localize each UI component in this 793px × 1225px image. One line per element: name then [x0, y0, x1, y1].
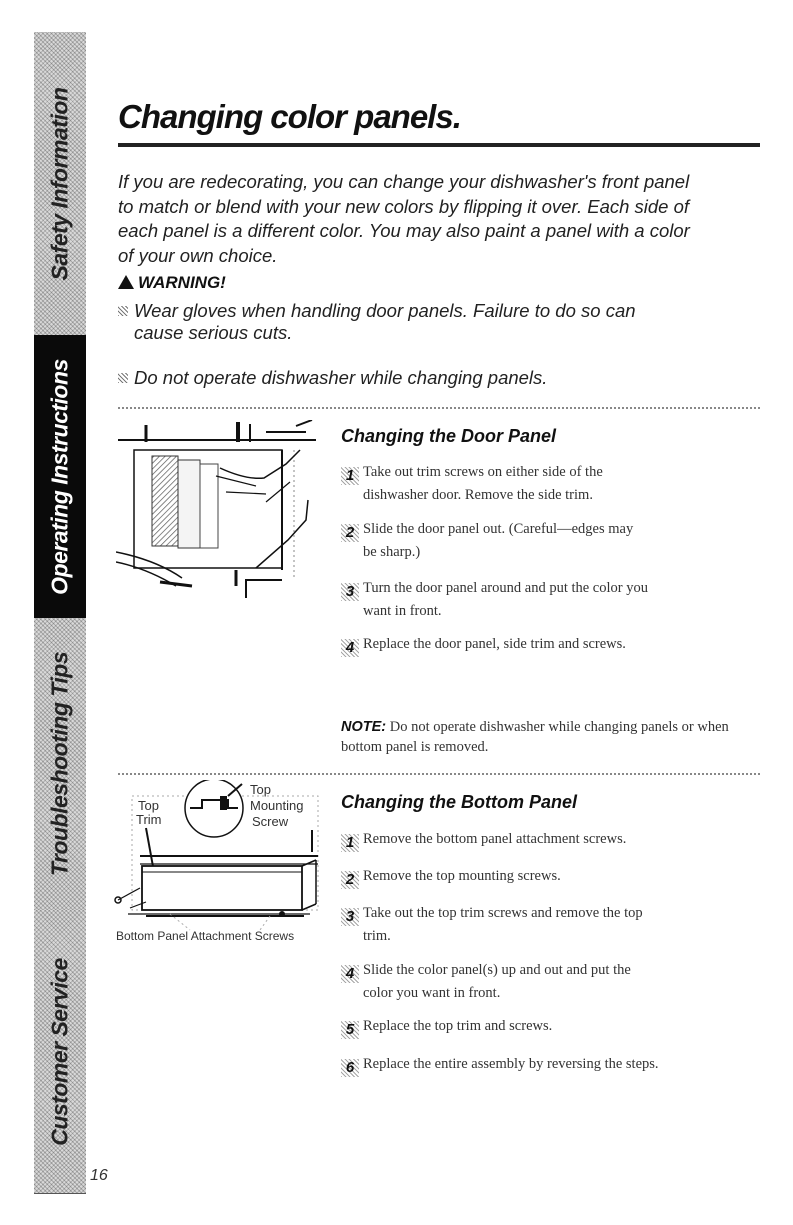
step-text: Slide the door panel out. (Careful—edges may [363, 521, 634, 537]
bottom-panel-illustration [110, 780, 325, 960]
warning-item-continuation: cause serious cuts. [134, 322, 293, 343]
top-mounting-screw-label: Mounting [250, 798, 304, 813]
door-panel-note [341, 717, 761, 757]
bottom-panel-step [341, 1054, 761, 1077]
tab-label: Operating Instructions [46, 358, 73, 595]
warning-item-text: Wear gloves when handling door panels. Failure to do so can [134, 300, 636, 321]
step-text-continuation: color you want in front. [363, 985, 501, 1001]
bullet-icon [118, 306, 128, 316]
intro-paragraph: If you are redecorating, you can change your dishwasher's front panel to match or blend with your new colors by flipping it over. Each side of each panel is a different color. You may also paint a panel with a color of your own choice. [118, 171, 690, 266]
bottom-panel-step [341, 960, 761, 1003]
top-mounting-screw-label: Screw [252, 814, 289, 829]
warning-item [118, 300, 678, 344]
tab-operating-instructions[interactable] [34, 335, 86, 619]
door-panel-step [341, 462, 761, 505]
step-text: Take out the top trim screws and remove the top [363, 905, 643, 921]
step-text: Take out trim screws on either side of the [363, 464, 603, 480]
step-number: 3 [341, 583, 359, 601]
tab-customer-service[interactable] [34, 910, 86, 1194]
title-rule [118, 143, 760, 147]
tab-safety-information[interactable] [34, 32, 86, 336]
warning-item-text: Do not operate dishwasher while changing panels. [134, 367, 548, 388]
step-text: Turn the door panel around and put the color you [363, 580, 648, 596]
top-mounting-screw-label: Top [250, 782, 271, 797]
bottom-panel-step [341, 829, 761, 852]
tab-label: Safety Information [46, 87, 73, 280]
step-text: Replace the door panel, side trim and screws. [363, 636, 626, 652]
warning-triangle-icon [118, 275, 134, 289]
top-trim-label: Top [138, 798, 159, 813]
step-number: 5 [341, 1021, 359, 1039]
step-text: Remove the top mounting screws. [363, 868, 561, 884]
bottom-panel-step [341, 903, 761, 946]
bottom-panel-step [341, 866, 761, 889]
note-label: NOTE: [341, 719, 387, 735]
step-number: 1 [341, 834, 359, 852]
tab-label: Troubleshooting Tips [46, 651, 73, 877]
tab-label: Customer Service [46, 957, 73, 1146]
warning-heading-text: WARNING! [138, 273, 226, 292]
step-number: 2 [341, 871, 359, 889]
step-number: 4 [341, 965, 359, 983]
step-text-continuation: be sharp.) [363, 544, 421, 560]
tab-troubleshooting-tips[interactable] [34, 618, 86, 911]
step-number: 2 [341, 524, 359, 542]
note-text: Do not operate dishwasher while changing panels or when bottom panel is removed. [341, 719, 729, 755]
section-divider [118, 407, 760, 409]
door-panel-title: Changing the Door Panel [341, 426, 557, 446]
door-panel-step [341, 519, 761, 562]
bottom-panel-title: Changing the Bottom Panel [341, 792, 577, 812]
sidebar [34, 0, 86, 1225]
warning-item [118, 367, 678, 389]
door-panel-step [341, 578, 761, 621]
step-number: 4 [341, 639, 359, 657]
warning-heading [118, 273, 226, 293]
attachment-screws-label: Bottom Panel Attachment Screws [116, 929, 295, 943]
step-number: 6 [341, 1059, 359, 1077]
section-divider [118, 773, 760, 775]
door-panel-step [341, 634, 761, 657]
page-number: 16 [90, 1167, 108, 1184]
step-text-continuation: dishwasher door. Remove the side trim. [363, 487, 593, 503]
step-text: Replace the top trim and screws. [363, 1018, 553, 1034]
step-text-continuation: want in front. [363, 603, 442, 619]
step-text: Remove the bottom panel attachment screws. [363, 831, 627, 847]
step-text-continuation: trim. [363, 928, 391, 944]
bullet-icon [118, 373, 128, 383]
top-trim-label: Trim [136, 812, 162, 827]
door-panel-illustration [116, 420, 326, 610]
page-title: Changing color panels. [118, 98, 461, 135]
bottom-panel-step [341, 1016, 761, 1039]
step-number: 1 [341, 467, 359, 485]
step-text: Slide the color panel(s) up and out and put the [363, 962, 631, 978]
step-text: Replace the entire assembly by reversing the steps. [363, 1056, 659, 1072]
step-number: 3 [341, 908, 359, 926]
